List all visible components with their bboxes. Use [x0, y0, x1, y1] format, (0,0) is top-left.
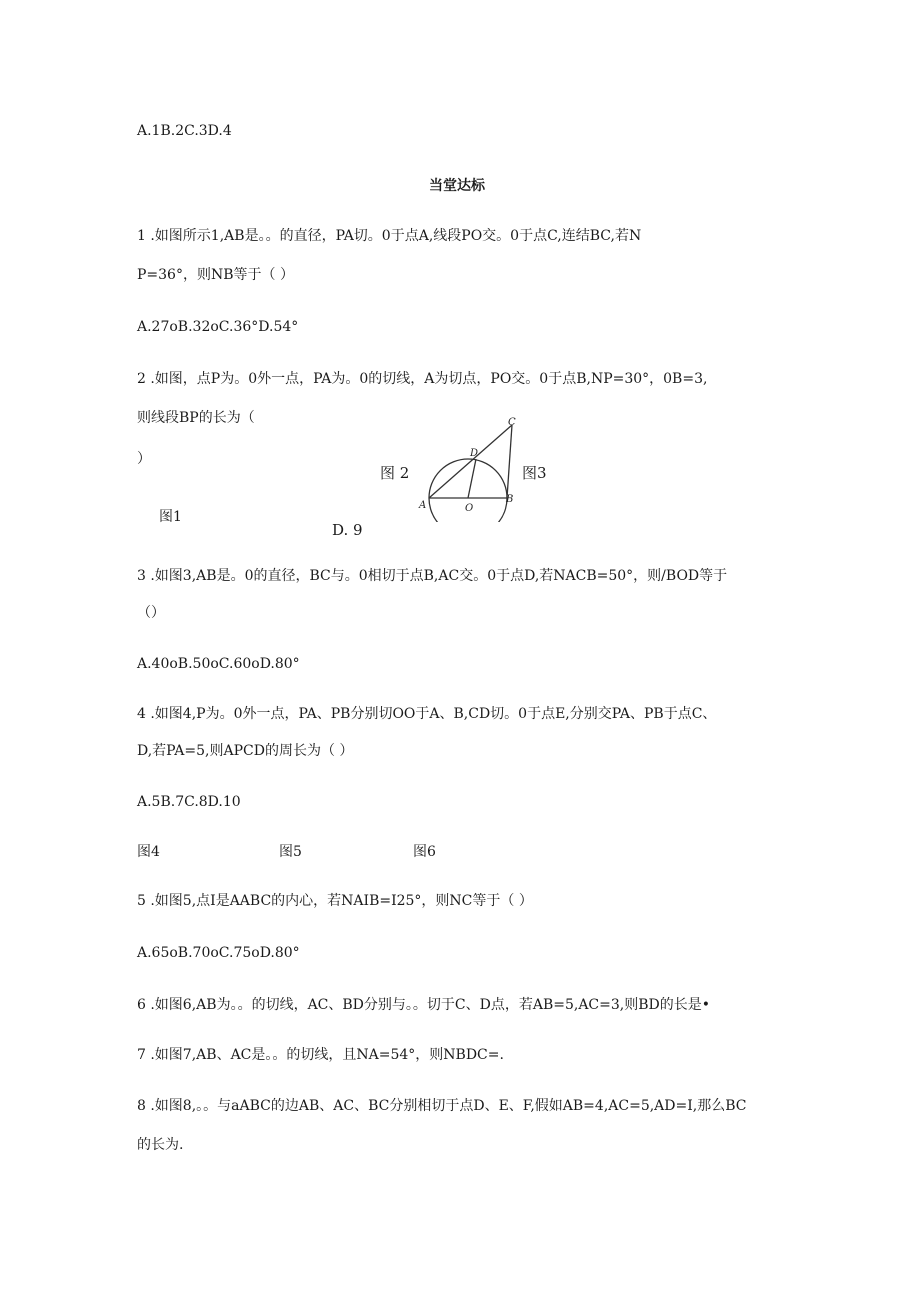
option-d-label: D. 9 — [332, 521, 363, 539]
figure-2-label: 图 2 — [380, 464, 410, 482]
question-6-line-1: 6 .如图6,AB为。。的切线，AC、BD分别与。。切于C、D点，若AB=5,AC=3,则BD的长是• — [137, 997, 711, 1013]
question-1-line-1: 1 .如图所示1,AB是。。的直径，PA切。0于点A,线段PO交。0于点C,连结BC,若N — [137, 228, 642, 244]
question-2-line-2: 则线段BP的长为（ — [137, 410, 255, 426]
question-1-line-2: P=36°，则NB等于（ ） — [137, 267, 294, 283]
point-a-label: A — [419, 500, 427, 511]
point-d-label: D — [470, 448, 479, 459]
question-3-options: A.40oB.50oC.60oD.80° — [137, 656, 300, 672]
section-title: 当堂达标 — [429, 178, 485, 194]
question-1-options: A.27oB.32oC.36°D.54° — [137, 319, 299, 335]
question-5-line-1: 5 .如图5,点I是AABC的内心，若NAIB=I25°，则NC等于（ ） — [137, 893, 533, 909]
question-7-line-1: 7 .如图7,AB、AC是。。的切线，且NA=54°，则NBDC=. — [137, 1047, 504, 1063]
question-4-line-2: D,若PA=5,则APCD的周长为（ ） — [137, 743, 354, 759]
point-c-label: C — [508, 417, 516, 428]
point-b-label: B — [506, 494, 514, 505]
question-5-options: A.65oB.70oC.75oD.80° — [137, 945, 300, 961]
figure-6-label: 图6 — [413, 844, 436, 860]
question-8-line-2: 的长为. — [137, 1137, 184, 1153]
question-2-line-3: ） — [137, 451, 151, 467]
question-4-line-1: 4 .如图4,P为。0外一点，PA、PB分别切OO于A、B,CD切。0于点E,分别交PA、PB于点C、 — [137, 706, 717, 722]
question-3-line-1: 3 .如图3,AB是。0的直径，BC与。0相切于点B,AC交。0于点D,若NACB=50°，则/BOD等于 — [137, 568, 728, 584]
question-8-line-1: 8 .如图8,。。与aABC的边AB、AC、BC分别相切于点D、E、F,假如AB=4,AC=5,AD=I,那么BC — [137, 1098, 747, 1114]
figure-3-label: 图3 — [522, 464, 547, 482]
segment-od — [468, 459, 476, 498]
point-o-label: O — [465, 503, 474, 514]
question-3-line-2: （） — [137, 605, 165, 621]
circle-diagram — [415, 412, 525, 522]
segment-bc — [507, 425, 512, 498]
question-4-options: A.5B.7C.8D.10 — [137, 794, 241, 810]
figure-5-label: 图5 — [279, 844, 302, 860]
top-options: A.1B.2C.3D.4 — [137, 123, 232, 139]
figure-4-label: 图4 — [137, 844, 160, 860]
figure-1-label: 图1 — [159, 509, 182, 525]
question-2-line-1: 2 .如图，点P为。0外一点，PA为。0的切线，A为切点，PO交。0于点B,NP=30°，0B=3, — [137, 371, 708, 387]
